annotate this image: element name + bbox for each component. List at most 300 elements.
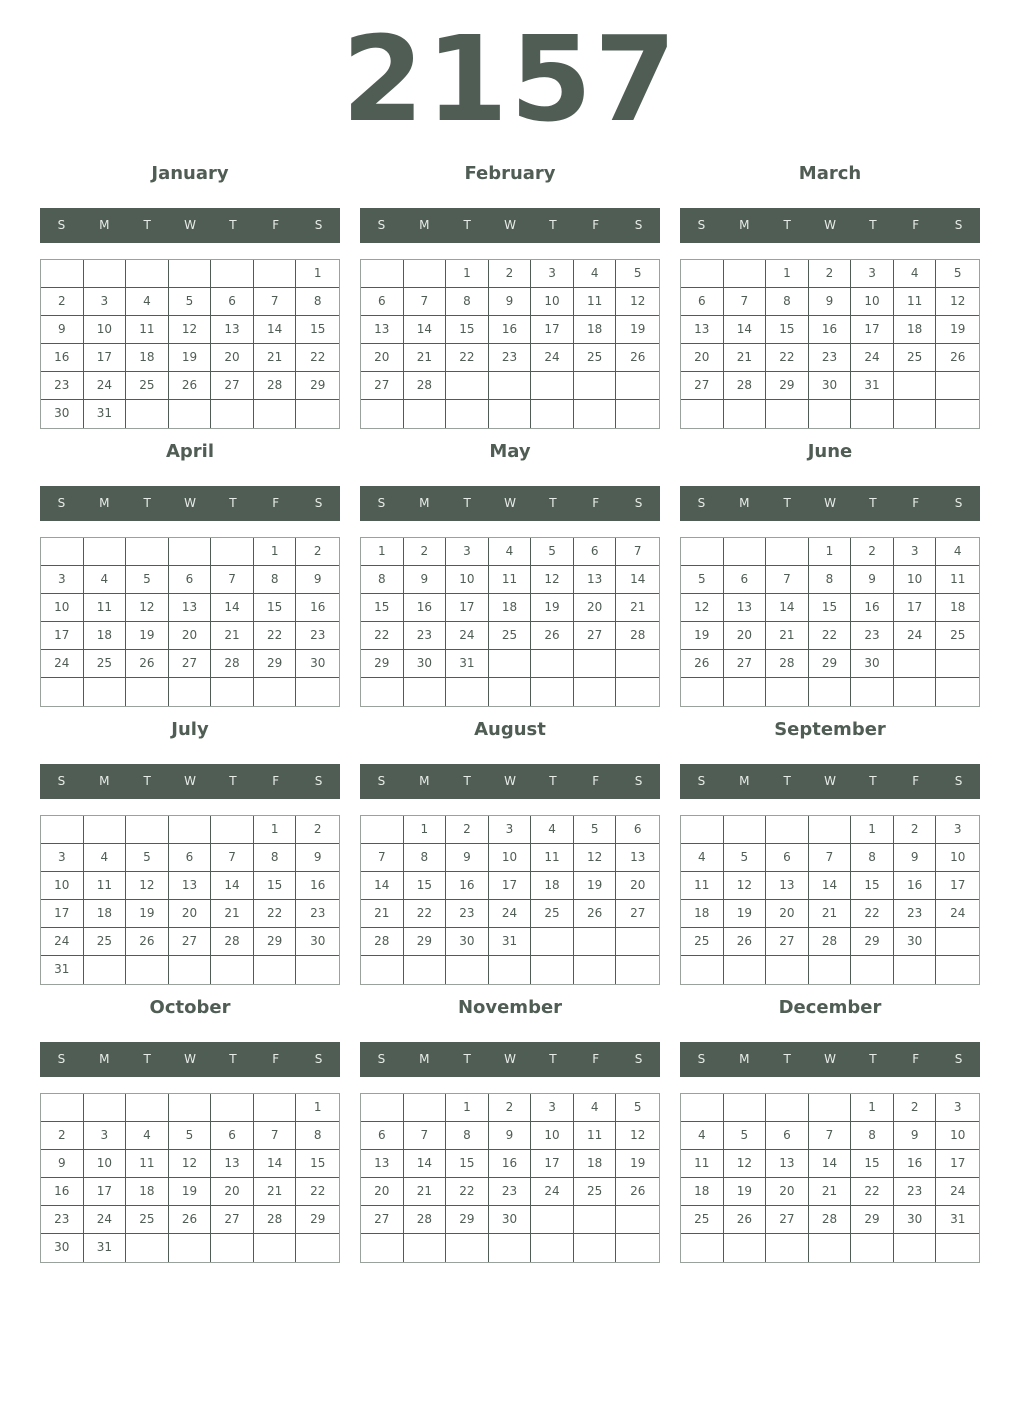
day-cell[interactable]: 12: [169, 1150, 212, 1178]
day-cell[interactable]: 24: [936, 900, 979, 928]
day-cell[interactable]: 25: [84, 650, 127, 678]
day-cell[interactable]: 10: [84, 316, 127, 344]
day-cell[interactable]: 23: [296, 900, 339, 928]
day-cell[interactable]: 27: [616, 900, 659, 928]
day-cell[interactable]: 5: [936, 260, 979, 288]
day-cell[interactable]: 25: [489, 622, 532, 650]
day-cell[interactable]: 19: [126, 900, 169, 928]
day-cell[interactable]: 29: [404, 928, 447, 956]
day-cell[interactable]: 2: [489, 1094, 532, 1122]
day-cell[interactable]: 28: [361, 928, 404, 956]
day-cell[interactable]: 5: [574, 816, 617, 844]
day-cell[interactable]: 24: [446, 622, 489, 650]
day-cell[interactable]: 26: [724, 928, 767, 956]
day-cell[interactable]: 15: [254, 872, 297, 900]
day-cell[interactable]: 2: [41, 288, 84, 316]
day-cell[interactable]: 14: [809, 1150, 852, 1178]
day-cell[interactable]: 12: [169, 316, 212, 344]
day-cell[interactable]: 10: [531, 288, 574, 316]
day-cell[interactable]: 28: [616, 622, 659, 650]
day-cell[interactable]: 12: [574, 844, 617, 872]
day-cell[interactable]: 3: [894, 538, 937, 566]
day-cell[interactable]: 11: [84, 594, 127, 622]
day-cell[interactable]: 13: [766, 872, 809, 900]
day-cell[interactable]: 13: [766, 1150, 809, 1178]
day-cell[interactable]: 14: [616, 566, 659, 594]
day-cell[interactable]: 17: [84, 344, 127, 372]
day-cell[interactable]: 20: [724, 622, 767, 650]
day-cell[interactable]: 22: [254, 622, 297, 650]
day-cell[interactable]: 24: [41, 928, 84, 956]
day-cell[interactable]: 9: [41, 316, 84, 344]
day-cell[interactable]: 5: [724, 1122, 767, 1150]
day-cell[interactable]: 4: [126, 1122, 169, 1150]
day-cell[interactable]: 11: [894, 288, 937, 316]
day-cell[interactable]: 30: [894, 928, 937, 956]
day-cell[interactable]: 6: [766, 1122, 809, 1150]
day-cell[interactable]: 20: [616, 872, 659, 900]
day-cell[interactable]: 13: [616, 844, 659, 872]
day-cell[interactable]: 25: [126, 372, 169, 400]
day-cell[interactable]: 6: [211, 288, 254, 316]
day-cell[interactable]: 4: [84, 566, 127, 594]
day-cell[interactable]: 29: [254, 928, 297, 956]
day-cell[interactable]: 26: [169, 372, 212, 400]
day-cell[interactable]: 11: [681, 1150, 724, 1178]
day-cell[interactable]: 6: [616, 816, 659, 844]
day-cell[interactable]: 21: [766, 622, 809, 650]
day-cell[interactable]: 19: [724, 1178, 767, 1206]
day-cell[interactable]: 20: [574, 594, 617, 622]
day-cell[interactable]: 29: [809, 650, 852, 678]
day-cell[interactable]: 16: [809, 316, 852, 344]
day-cell[interactable]: 2: [446, 816, 489, 844]
day-cell[interactable]: 9: [296, 566, 339, 594]
day-cell[interactable]: 15: [254, 594, 297, 622]
day-cell[interactable]: 24: [84, 1206, 127, 1234]
day-cell[interactable]: 22: [766, 344, 809, 372]
day-cell[interactable]: 27: [169, 650, 212, 678]
day-cell[interactable]: 12: [616, 1122, 659, 1150]
day-cell[interactable]: 15: [296, 316, 339, 344]
day-cell[interactable]: 20: [211, 344, 254, 372]
day-cell[interactable]: 10: [446, 566, 489, 594]
day-cell[interactable]: 5: [724, 844, 767, 872]
day-cell[interactable]: 16: [489, 1150, 532, 1178]
day-cell[interactable]: 11: [574, 288, 617, 316]
day-cell[interactable]: 9: [296, 844, 339, 872]
day-cell[interactable]: 17: [531, 1150, 574, 1178]
day-cell[interactable]: 8: [254, 566, 297, 594]
day-cell[interactable]: 21: [404, 344, 447, 372]
day-cell[interactable]: 6: [681, 288, 724, 316]
day-cell[interactable]: 23: [894, 900, 937, 928]
day-cell[interactable]: 7: [211, 844, 254, 872]
day-cell[interactable]: 7: [766, 566, 809, 594]
day-cell[interactable]: 29: [296, 372, 339, 400]
day-cell[interactable]: 12: [531, 566, 574, 594]
day-cell[interactable]: 15: [851, 872, 894, 900]
day-cell[interactable]: 27: [211, 1206, 254, 1234]
day-cell[interactable]: 1: [254, 538, 297, 566]
day-cell[interactable]: 12: [724, 872, 767, 900]
day-cell[interactable]: 31: [84, 1234, 127, 1262]
day-cell[interactable]: 11: [681, 872, 724, 900]
day-cell[interactable]: 23: [809, 344, 852, 372]
day-cell[interactable]: 3: [531, 1094, 574, 1122]
day-cell[interactable]: 23: [404, 622, 447, 650]
day-cell[interactable]: 22: [404, 900, 447, 928]
day-cell[interactable]: 17: [936, 872, 979, 900]
day-cell[interactable]: 4: [574, 1094, 617, 1122]
day-cell[interactable]: 11: [936, 566, 979, 594]
day-cell[interactable]: 24: [531, 344, 574, 372]
day-cell[interactable]: 13: [211, 1150, 254, 1178]
day-cell[interactable]: 18: [574, 1150, 617, 1178]
day-cell[interactable]: 21: [616, 594, 659, 622]
day-cell[interactable]: 31: [489, 928, 532, 956]
day-cell[interactable]: 18: [531, 872, 574, 900]
day-cell[interactable]: 7: [211, 566, 254, 594]
day-cell[interactable]: 4: [681, 1122, 724, 1150]
day-cell[interactable]: 31: [41, 956, 84, 984]
day-cell[interactable]: 23: [41, 372, 84, 400]
day-cell[interactable]: 16: [296, 872, 339, 900]
day-cell[interactable]: 28: [766, 650, 809, 678]
day-cell[interactable]: 3: [84, 288, 127, 316]
day-cell[interactable]: 30: [41, 1234, 84, 1262]
day-cell[interactable]: 6: [724, 566, 767, 594]
day-cell[interactable]: 17: [489, 872, 532, 900]
day-cell[interactable]: 15: [404, 872, 447, 900]
day-cell[interactable]: 20: [211, 1178, 254, 1206]
day-cell[interactable]: 16: [446, 872, 489, 900]
day-cell[interactable]: 27: [169, 928, 212, 956]
day-cell[interactable]: 7: [361, 844, 404, 872]
day-cell[interactable]: 2: [894, 1094, 937, 1122]
day-cell[interactable]: 20: [361, 1178, 404, 1206]
day-cell[interactable]: 20: [361, 344, 404, 372]
day-cell[interactable]: 14: [254, 316, 297, 344]
day-cell[interactable]: 10: [894, 566, 937, 594]
day-cell[interactable]: 27: [574, 622, 617, 650]
day-cell[interactable]: 19: [574, 872, 617, 900]
day-cell[interactable]: 4: [84, 844, 127, 872]
day-cell[interactable]: 28: [211, 928, 254, 956]
day-cell[interactable]: 3: [446, 538, 489, 566]
day-cell[interactable]: 15: [766, 316, 809, 344]
day-cell[interactable]: 26: [531, 622, 574, 650]
day-cell[interactable]: 18: [84, 622, 127, 650]
day-cell[interactable]: 9: [41, 1150, 84, 1178]
day-cell[interactable]: 17: [531, 316, 574, 344]
day-cell[interactable]: 30: [296, 928, 339, 956]
day-cell[interactable]: 1: [446, 1094, 489, 1122]
day-cell[interactable]: 29: [766, 372, 809, 400]
day-cell[interactable]: 5: [681, 566, 724, 594]
day-cell[interactable]: 14: [404, 1150, 447, 1178]
day-cell[interactable]: 2: [489, 260, 532, 288]
day-cell[interactable]: 11: [489, 566, 532, 594]
day-cell[interactable]: 21: [724, 344, 767, 372]
day-cell[interactable]: 17: [84, 1178, 127, 1206]
day-cell[interactable]: 1: [296, 260, 339, 288]
day-cell[interactable]: 17: [894, 594, 937, 622]
day-cell[interactable]: 3: [531, 260, 574, 288]
day-cell[interactable]: 23: [296, 622, 339, 650]
day-cell[interactable]: 16: [489, 316, 532, 344]
day-cell[interactable]: 6: [169, 844, 212, 872]
day-cell[interactable]: 14: [809, 872, 852, 900]
day-cell[interactable]: 28: [809, 1206, 852, 1234]
day-cell[interactable]: 25: [681, 1206, 724, 1234]
day-cell[interactable]: 25: [574, 1178, 617, 1206]
day-cell[interactable]: 8: [851, 844, 894, 872]
day-cell[interactable]: 5: [531, 538, 574, 566]
day-cell[interactable]: 25: [894, 344, 937, 372]
day-cell[interactable]: 10: [851, 288, 894, 316]
day-cell[interactable]: 28: [809, 928, 852, 956]
day-cell[interactable]: 7: [809, 844, 852, 872]
day-cell[interactable]: 9: [894, 844, 937, 872]
day-cell[interactable]: 16: [404, 594, 447, 622]
day-cell[interactable]: 17: [446, 594, 489, 622]
day-cell[interactable]: 7: [254, 1122, 297, 1150]
day-cell[interactable]: 21: [254, 1178, 297, 1206]
day-cell[interactable]: 10: [41, 872, 84, 900]
day-cell[interactable]: 19: [616, 1150, 659, 1178]
day-cell[interactable]: 1: [296, 1094, 339, 1122]
day-cell[interactable]: 13: [724, 594, 767, 622]
day-cell[interactable]: 7: [616, 538, 659, 566]
day-cell[interactable]: 13: [169, 594, 212, 622]
day-cell[interactable]: 26: [616, 344, 659, 372]
day-cell[interactable]: 9: [404, 566, 447, 594]
day-cell[interactable]: 6: [574, 538, 617, 566]
day-cell[interactable]: 29: [361, 650, 404, 678]
day-cell[interactable]: 28: [211, 650, 254, 678]
day-cell[interactable]: 29: [254, 650, 297, 678]
day-cell[interactable]: 8: [296, 288, 339, 316]
day-cell[interactable]: 19: [169, 1178, 212, 1206]
day-cell[interactable]: 22: [809, 622, 852, 650]
day-cell[interactable]: 17: [851, 316, 894, 344]
day-cell[interactable]: 23: [489, 344, 532, 372]
day-cell[interactable]: 25: [936, 622, 979, 650]
day-cell[interactable]: 29: [446, 1206, 489, 1234]
day-cell[interactable]: 18: [489, 594, 532, 622]
day-cell[interactable]: 18: [126, 1178, 169, 1206]
day-cell[interactable]: 12: [126, 594, 169, 622]
day-cell[interactable]: 19: [531, 594, 574, 622]
day-cell[interactable]: 4: [489, 538, 532, 566]
day-cell[interactable]: 12: [724, 1150, 767, 1178]
day-cell[interactable]: 26: [724, 1206, 767, 1234]
day-cell[interactable]: 14: [211, 872, 254, 900]
day-cell[interactable]: 5: [126, 844, 169, 872]
day-cell[interactable]: 14: [766, 594, 809, 622]
day-cell[interactable]: 2: [41, 1122, 84, 1150]
day-cell[interactable]: 8: [296, 1122, 339, 1150]
day-cell[interactable]: 8: [809, 566, 852, 594]
day-cell[interactable]: 4: [681, 844, 724, 872]
day-cell[interactable]: 22: [296, 1178, 339, 1206]
day-cell[interactable]: 16: [296, 594, 339, 622]
day-cell[interactable]: 5: [616, 1094, 659, 1122]
day-cell[interactable]: 3: [41, 844, 84, 872]
day-cell[interactable]: 24: [84, 372, 127, 400]
day-cell[interactable]: 25: [574, 344, 617, 372]
day-cell[interactable]: 15: [446, 1150, 489, 1178]
day-cell[interactable]: 3: [489, 816, 532, 844]
day-cell[interactable]: 24: [851, 344, 894, 372]
day-cell[interactable]: 1: [851, 1094, 894, 1122]
day-cell[interactable]: 28: [724, 372, 767, 400]
day-cell[interactable]: 23: [894, 1178, 937, 1206]
day-cell[interactable]: 8: [446, 1122, 489, 1150]
day-cell[interactable]: 13: [211, 316, 254, 344]
day-cell[interactable]: 31: [84, 400, 127, 428]
day-cell[interactable]: 8: [254, 844, 297, 872]
day-cell[interactable]: 1: [254, 816, 297, 844]
day-cell[interactable]: 4: [936, 538, 979, 566]
day-cell[interactable]: 27: [766, 928, 809, 956]
day-cell[interactable]: 14: [724, 316, 767, 344]
day-cell[interactable]: 14: [361, 872, 404, 900]
day-cell[interactable]: 27: [361, 372, 404, 400]
day-cell[interactable]: 10: [84, 1150, 127, 1178]
day-cell[interactable]: 8: [361, 566, 404, 594]
day-cell[interactable]: 5: [169, 1122, 212, 1150]
day-cell[interactable]: 13: [169, 872, 212, 900]
day-cell[interactable]: 6: [211, 1122, 254, 1150]
day-cell[interactable]: 14: [254, 1150, 297, 1178]
day-cell[interactable]: 19: [681, 622, 724, 650]
day-cell[interactable]: 3: [41, 566, 84, 594]
day-cell[interactable]: 21: [254, 344, 297, 372]
day-cell[interactable]: 4: [531, 816, 574, 844]
day-cell[interactable]: 29: [851, 928, 894, 956]
day-cell[interactable]: 5: [169, 288, 212, 316]
day-cell[interactable]: 20: [169, 622, 212, 650]
day-cell[interactable]: 2: [851, 538, 894, 566]
day-cell[interactable]: 17: [41, 900, 84, 928]
day-cell[interactable]: 3: [84, 1122, 127, 1150]
day-cell[interactable]: 25: [531, 900, 574, 928]
day-cell[interactable]: 18: [936, 594, 979, 622]
day-cell[interactable]: 13: [574, 566, 617, 594]
day-cell[interactable]: 31: [446, 650, 489, 678]
day-cell[interactable]: 26: [126, 650, 169, 678]
day-cell[interactable]: 13: [361, 316, 404, 344]
day-cell[interactable]: 11: [126, 316, 169, 344]
day-cell[interactable]: 24: [41, 650, 84, 678]
day-cell[interactable]: 12: [126, 872, 169, 900]
day-cell[interactable]: 29: [296, 1206, 339, 1234]
day-cell[interactable]: 8: [766, 288, 809, 316]
day-cell[interactable]: 19: [936, 316, 979, 344]
day-cell[interactable]: 19: [126, 622, 169, 650]
day-cell[interactable]: 16: [894, 872, 937, 900]
day-cell[interactable]: 16: [851, 594, 894, 622]
day-cell[interactable]: 3: [936, 816, 979, 844]
day-cell[interactable]: 2: [296, 538, 339, 566]
day-cell[interactable]: 1: [766, 260, 809, 288]
day-cell[interactable]: 20: [681, 344, 724, 372]
day-cell[interactable]: 9: [446, 844, 489, 872]
day-cell[interactable]: 8: [851, 1122, 894, 1150]
day-cell[interactable]: 20: [766, 1178, 809, 1206]
day-cell[interactable]: 17: [936, 1150, 979, 1178]
day-cell[interactable]: 20: [766, 900, 809, 928]
day-cell[interactable]: 17: [41, 622, 84, 650]
day-cell[interactable]: 6: [361, 288, 404, 316]
day-cell[interactable]: 19: [169, 344, 212, 372]
day-cell[interactable]: 3: [936, 1094, 979, 1122]
day-cell[interactable]: 25: [84, 928, 127, 956]
day-cell[interactable]: 30: [296, 650, 339, 678]
day-cell[interactable]: 6: [766, 844, 809, 872]
day-cell[interactable]: 5: [616, 260, 659, 288]
day-cell[interactable]: 31: [851, 372, 894, 400]
day-cell[interactable]: 18: [681, 1178, 724, 1206]
day-cell[interactable]: 13: [361, 1150, 404, 1178]
day-cell[interactable]: 1: [809, 538, 852, 566]
day-cell[interactable]: 10: [936, 844, 979, 872]
day-cell[interactable]: 22: [361, 622, 404, 650]
day-cell[interactable]: 16: [41, 1178, 84, 1206]
day-cell[interactable]: 29: [851, 1206, 894, 1234]
day-cell[interactable]: 24: [936, 1178, 979, 1206]
day-cell[interactable]: 27: [766, 1206, 809, 1234]
day-cell[interactable]: 27: [724, 650, 767, 678]
day-cell[interactable]: 10: [489, 844, 532, 872]
day-cell[interactable]: 31: [936, 1206, 979, 1234]
day-cell[interactable]: 30: [809, 372, 852, 400]
day-cell[interactable]: 18: [894, 316, 937, 344]
day-cell[interactable]: 4: [574, 260, 617, 288]
day-cell[interactable]: 15: [851, 1150, 894, 1178]
day-cell[interactable]: 10: [41, 594, 84, 622]
day-cell[interactable]: 2: [404, 538, 447, 566]
day-cell[interactable]: 22: [851, 1178, 894, 1206]
day-cell[interactable]: 21: [211, 900, 254, 928]
day-cell[interactable]: 12: [681, 594, 724, 622]
day-cell[interactable]: 2: [894, 816, 937, 844]
day-cell[interactable]: 2: [809, 260, 852, 288]
day-cell[interactable]: 4: [894, 260, 937, 288]
day-cell[interactable]: 23: [446, 900, 489, 928]
day-cell[interactable]: 13: [681, 316, 724, 344]
day-cell[interactable]: 8: [446, 288, 489, 316]
day-cell[interactable]: 26: [574, 900, 617, 928]
day-cell[interactable]: 24: [489, 900, 532, 928]
day-cell[interactable]: 7: [809, 1122, 852, 1150]
day-cell[interactable]: 7: [404, 1122, 447, 1150]
day-cell[interactable]: 1: [404, 816, 447, 844]
day-cell[interactable]: 30: [446, 928, 489, 956]
day-cell[interactable]: 24: [894, 622, 937, 650]
day-cell[interactable]: 21: [809, 1178, 852, 1206]
day-cell[interactable]: 1: [361, 538, 404, 566]
day-cell[interactable]: 12: [616, 288, 659, 316]
day-cell[interactable]: 20: [169, 900, 212, 928]
day-cell[interactable]: 19: [724, 900, 767, 928]
day-cell[interactable]: 5: [126, 566, 169, 594]
day-cell[interactable]: 30: [404, 650, 447, 678]
day-cell[interactable]: 15: [296, 1150, 339, 1178]
day-cell[interactable]: 1: [851, 816, 894, 844]
